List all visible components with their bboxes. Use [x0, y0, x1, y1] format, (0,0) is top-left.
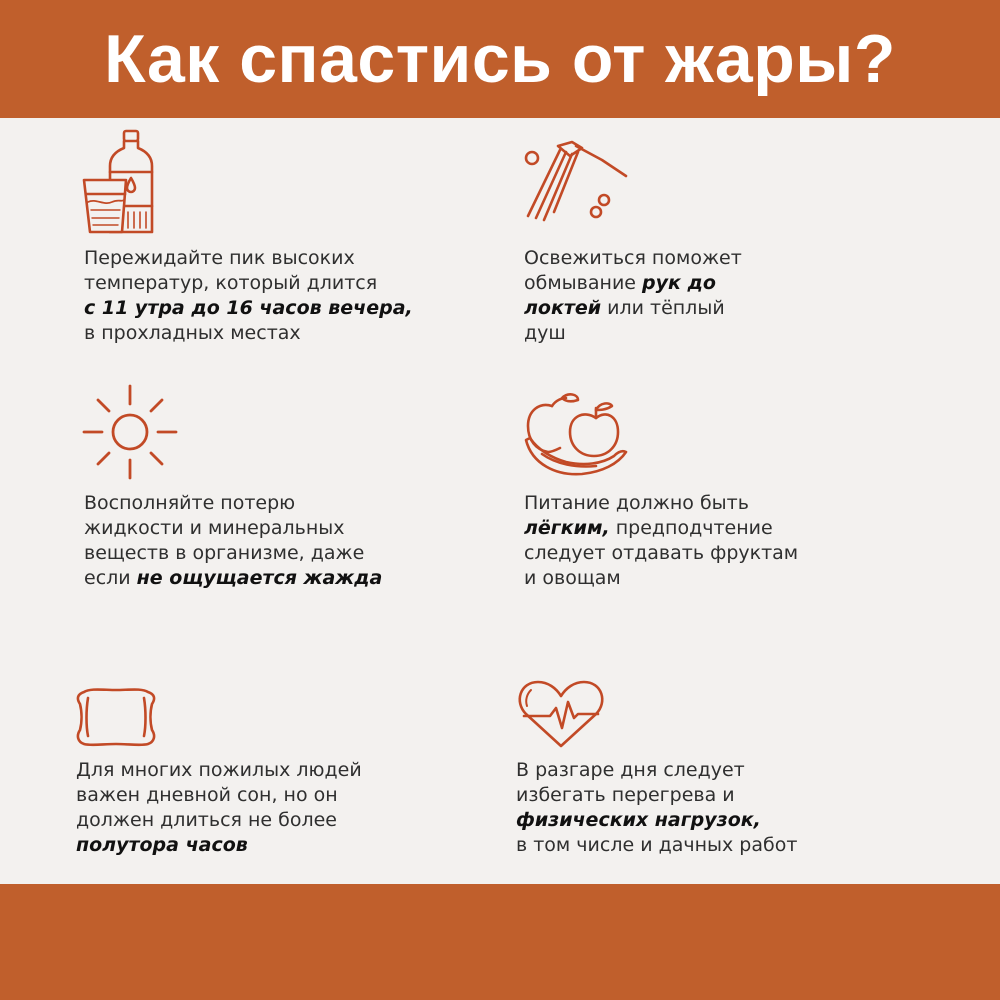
tip-2-text: или тёплый — [601, 297, 725, 319]
tip-3-text: если — [84, 567, 137, 589]
tip-4-line: следует отдавать фруктам — [524, 542, 799, 564]
tip-6-line: избегать перегрева и — [516, 784, 735, 806]
tip-2-emphasis: локтей — [524, 297, 602, 319]
header-bar — [0, 0, 1000, 118]
tip-6-emphasis: физических нагрузок, — [516, 809, 761, 831]
tip-5-line: должен длиться не более — [76, 809, 337, 831]
tip-2-text: обмывание — [524, 272, 643, 294]
tip-3-line: веществ в организме, даже — [84, 542, 365, 564]
tip-2-emphasis: рук до — [642, 272, 716, 294]
tip-3-line: Восполняйте потерю — [84, 492, 296, 514]
tip-4-line: и овощам — [524, 567, 621, 589]
shower-icon — [520, 138, 630, 228]
tip-5-line: Для многих пожилых людей — [76, 759, 362, 781]
tip-1-line: температур, который длится — [84, 272, 378, 294]
tip-4-text: предподчтение — [609, 517, 773, 539]
tip-2 — [524, 246, 864, 346]
sun-icon — [82, 384, 178, 480]
tip-2-line: Освежиться поможет — [524, 247, 742, 269]
tip-4-emphasis: лёгким, — [524, 517, 610, 539]
footer-bar — [0, 884, 1000, 1000]
tip-6-line: в том числе и дачных работ — [516, 834, 798, 856]
tip-6-line: В разгаре дня следует — [516, 759, 745, 781]
tip-1-emphasis: с 11 утра до 16 часов вечера, — [84, 297, 413, 319]
pillow-icon — [74, 686, 158, 748]
tip-5-emphasis: полутора часов — [76, 834, 248, 856]
tip-3-emphasis: не ощущается жажда — [136, 567, 383, 589]
tip-1-line: в прохладных местах — [84, 322, 301, 344]
tip-3 — [84, 491, 424, 591]
water-bottle-glass-icon — [80, 128, 160, 238]
fruits-icon — [522, 392, 634, 484]
tip-3-line: жидкости и минеральных — [84, 517, 345, 539]
tip-5 — [76, 758, 436, 858]
tip-2-line: душ — [524, 322, 566, 344]
heart-pulse-icon — [516, 678, 606, 750]
tip-4 — [524, 491, 864, 591]
tip-6 — [516, 758, 876, 858]
tip-1 — [84, 246, 424, 346]
tip-5-line: важен дневной сон, но он — [76, 784, 338, 806]
tip-1-line: Пережидайте пик высоких — [84, 247, 355, 269]
page-title: Как спастись от жары? — [104, 21, 896, 97]
tip-4-line: Питание должно быть — [524, 492, 749, 514]
